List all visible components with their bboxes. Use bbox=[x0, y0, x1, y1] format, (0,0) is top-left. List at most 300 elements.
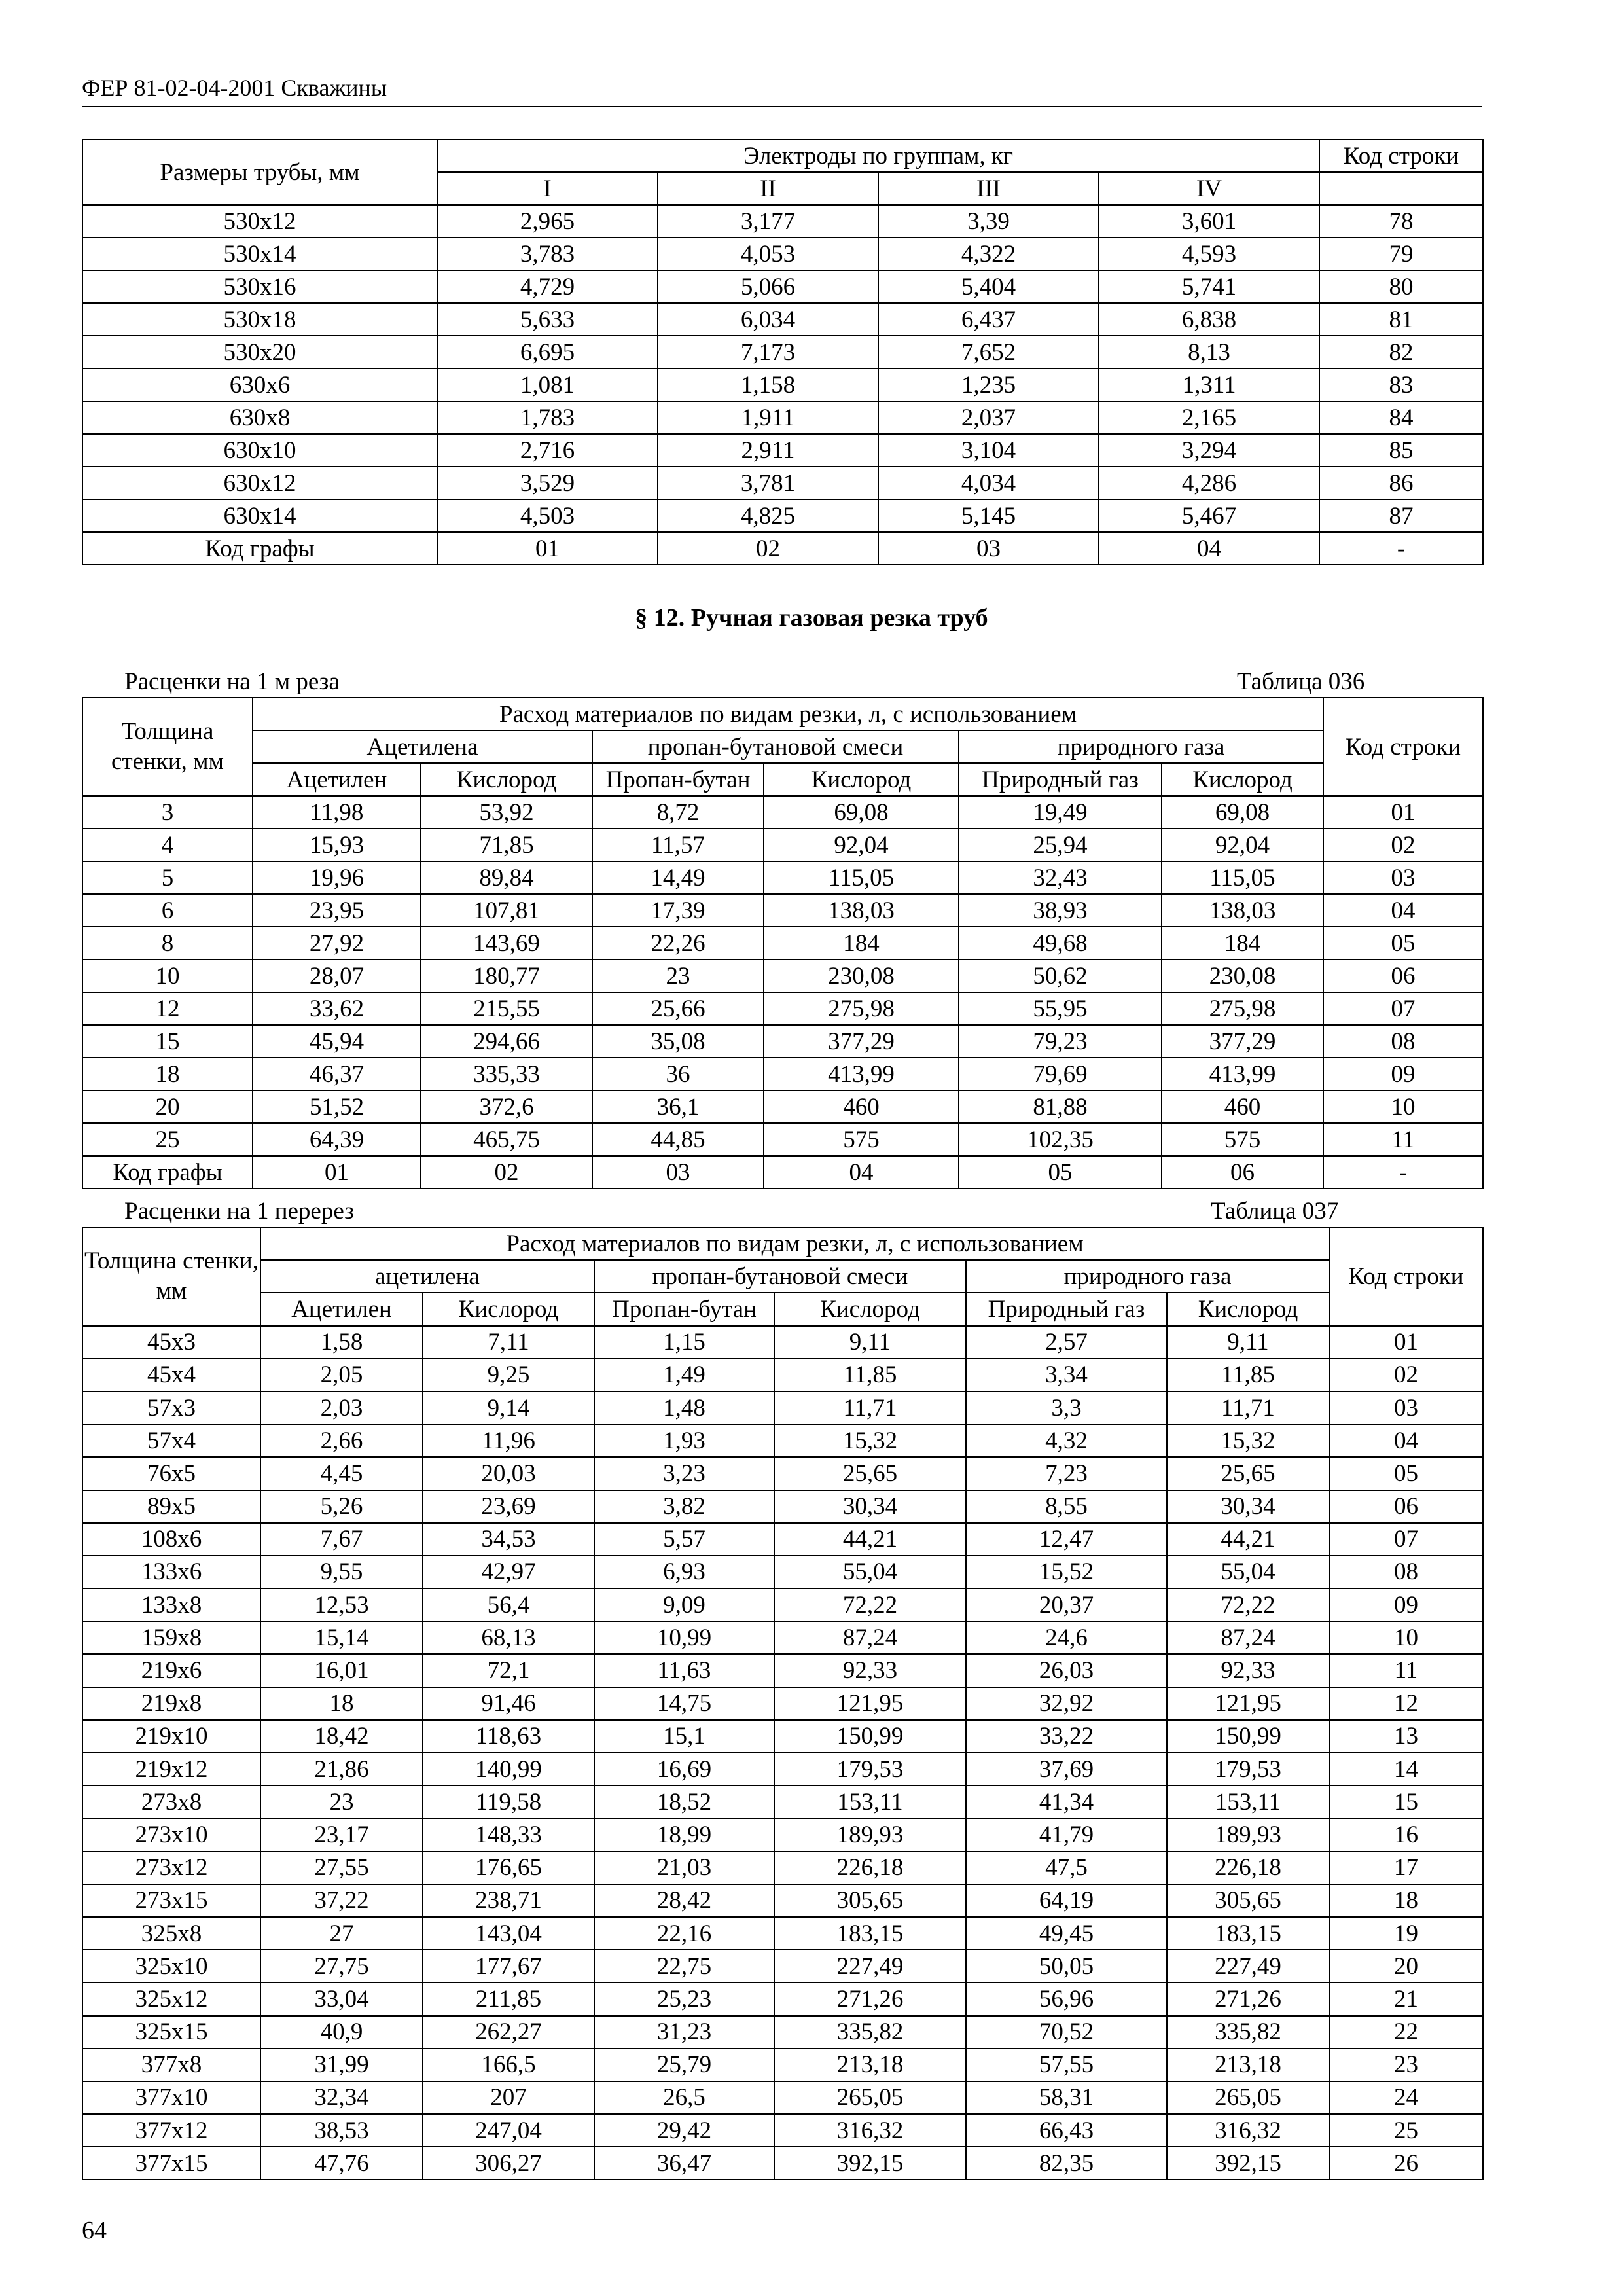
table-row bbox=[82, 368, 1483, 401]
table-cell: 12 bbox=[82, 992, 253, 1025]
table-cell: 33,62 bbox=[253, 992, 421, 1025]
table-cell: 10 bbox=[82, 960, 253, 992]
table-cell: 10 bbox=[1329, 1621, 1483, 1654]
table-cell: 22 bbox=[1329, 2016, 1483, 2049]
table-cell: 8,13 bbox=[1099, 336, 1319, 368]
group-header: Ацетилена bbox=[253, 730, 592, 763]
table-cell: 271,26 bbox=[774, 1982, 966, 2015]
table-row bbox=[82, 2016, 1483, 2049]
table-cell: 8,55 bbox=[966, 1490, 1167, 1523]
table-cell: 1,15 bbox=[594, 1326, 774, 1359]
table-row bbox=[82, 499, 1483, 532]
subcol-header: Кислород bbox=[774, 1293, 966, 1325]
table-cell: 177,67 bbox=[423, 1950, 594, 1982]
table-row bbox=[82, 434, 1483, 467]
table-cell: 12,53 bbox=[260, 1588, 423, 1621]
col-header-materials: Расход материалов по видам резки, л, с использованием bbox=[260, 1227, 1329, 1260]
table-cell: 23,95 bbox=[253, 894, 421, 927]
table-cell: 46,37 bbox=[253, 1058, 421, 1090]
table-cell: 22,16 bbox=[594, 1917, 774, 1950]
table-row bbox=[82, 1359, 1483, 1391]
table-number: Таблица 036 bbox=[1237, 668, 1365, 695]
table-cell: 31,23 bbox=[594, 2016, 774, 2049]
table-cell: 02 bbox=[1323, 829, 1483, 861]
table-cell: 15 bbox=[1329, 1785, 1483, 1818]
table-cell: 460 bbox=[1162, 1090, 1323, 1123]
table-row bbox=[82, 1654, 1483, 1687]
table-cell: 305,65 bbox=[1167, 1884, 1329, 1917]
table-cell: 27 bbox=[260, 1917, 423, 1950]
table-row bbox=[82, 960, 1483, 992]
table-cell: 82,35 bbox=[966, 2147, 1167, 2179]
table-cell: 38,93 bbox=[959, 894, 1162, 927]
table-cell: 18,99 bbox=[594, 1818, 774, 1851]
table-cell: 3 bbox=[82, 796, 253, 829]
table-cell: 335,82 bbox=[1167, 2016, 1329, 2049]
table-cell: 273x10 bbox=[82, 1818, 260, 1851]
table-cell: 15,52 bbox=[966, 1556, 1167, 1588]
subcol-header: Пропан-бутан bbox=[594, 1293, 774, 1325]
table-cell: 92,04 bbox=[1162, 829, 1323, 861]
table-cell: 153,11 bbox=[774, 1785, 966, 1818]
table-cell: 18,52 bbox=[594, 1785, 774, 1818]
table-cell: 21,03 bbox=[594, 1852, 774, 1884]
table-row bbox=[82, 796, 1483, 829]
table-cell: 5,741 bbox=[1099, 270, 1319, 303]
table-cell: 25,65 bbox=[1167, 1457, 1329, 1490]
table-cell: 5,57 bbox=[594, 1523, 774, 1556]
page-header: ФЕР 81-02-04-2001 Скважины bbox=[82, 73, 1482, 107]
table-cell: 6,838 bbox=[1099, 303, 1319, 336]
footer-cell: 03 bbox=[878, 532, 1099, 565]
table-cell: 26,5 bbox=[594, 2081, 774, 2114]
table-cell: 20 bbox=[82, 1090, 253, 1123]
table-row bbox=[82, 1490, 1483, 1523]
table-cell: 4,503 bbox=[437, 499, 658, 532]
table-cell: 87 bbox=[1319, 499, 1483, 532]
table-row bbox=[82, 894, 1483, 927]
table-cell: 2,037 bbox=[878, 401, 1099, 434]
table-cell: 8 bbox=[82, 927, 253, 960]
table-cell: 7,11 bbox=[423, 1326, 594, 1359]
table-cell: 226,18 bbox=[774, 1852, 966, 1884]
group-header: IV bbox=[1099, 172, 1319, 205]
footer-cell: Код графы bbox=[82, 532, 437, 565]
subcol-header: Кислород bbox=[1167, 1293, 1329, 1325]
footer-cell: 02 bbox=[421, 1156, 592, 1189]
table-cell: 377,29 bbox=[764, 1025, 959, 1058]
table-cell: 150,99 bbox=[1167, 1720, 1329, 1753]
table-cell: 275,98 bbox=[764, 992, 959, 1025]
table-cell: 40,9 bbox=[260, 2016, 423, 2049]
table-cell: 189,93 bbox=[774, 1818, 966, 1851]
table-cell: 44,21 bbox=[774, 1523, 966, 1556]
table-cell: 1,158 bbox=[658, 368, 878, 401]
table-cell: 21,86 bbox=[260, 1753, 423, 1785]
table-cell: 1,235 bbox=[878, 368, 1099, 401]
table-cell: 18 bbox=[1329, 1884, 1483, 1917]
table-cell: 19,96 bbox=[253, 861, 421, 894]
table-cell: 179,53 bbox=[1167, 1753, 1329, 1785]
table-caption: Расценки на 1 м реза bbox=[124, 668, 340, 695]
table-cell: 81 bbox=[1319, 303, 1483, 336]
table-cell: 55,04 bbox=[774, 1556, 966, 1588]
table-cell: 115,05 bbox=[764, 861, 959, 894]
table-cell: 64,19 bbox=[966, 1884, 1167, 1917]
table-caption: Расценки на 1 перерез bbox=[124, 1198, 354, 1225]
table-cell: 72,22 bbox=[1167, 1588, 1329, 1621]
table-cell: 55,95 bbox=[959, 992, 1162, 1025]
table-cell: 17,39 bbox=[592, 894, 764, 927]
table-cell: 1,48 bbox=[594, 1391, 774, 1424]
table-cell: 22,26 bbox=[592, 927, 764, 960]
footer-cell: 02 bbox=[658, 532, 878, 565]
table-cell: 227,49 bbox=[1167, 1950, 1329, 1982]
table-cell: 72,1 bbox=[423, 1654, 594, 1687]
table-cell: 213,18 bbox=[1167, 2049, 1329, 2081]
footer-cell: Код графы bbox=[82, 1156, 253, 1189]
table-cell: 219x8 bbox=[82, 1687, 260, 1720]
table-cell: 227,49 bbox=[774, 1950, 966, 1982]
table-cell: 28,07 bbox=[253, 960, 421, 992]
col-header-pipe-size: Размеры трубы, мм bbox=[82, 139, 437, 205]
table-cell: 140,99 bbox=[423, 1753, 594, 1785]
table-cell: 219x10 bbox=[82, 1720, 260, 1753]
subcol-header: Кислород bbox=[423, 1293, 594, 1325]
table-cell: 630x12 bbox=[82, 467, 437, 499]
table-cell: 2,05 bbox=[260, 1359, 423, 1391]
table-cell: 72,22 bbox=[774, 1588, 966, 1621]
table-cell: 273x12 bbox=[82, 1852, 260, 1884]
table-cell: 9,09 bbox=[594, 1588, 774, 1621]
table-cell: 25,23 bbox=[594, 1982, 774, 2015]
table-cell: 138,03 bbox=[1162, 894, 1323, 927]
table-cell: 16 bbox=[1329, 1818, 1483, 1851]
table-cell: 2,57 bbox=[966, 1326, 1167, 1359]
table-cell: 69,08 bbox=[764, 796, 959, 829]
table-cell: 143,69 bbox=[421, 927, 592, 960]
table-cell: 80 bbox=[1319, 270, 1483, 303]
table-cell: 12,47 bbox=[966, 1523, 1167, 1556]
table-cell: 4,32 bbox=[966, 1424, 1167, 1457]
table-cell: 306,27 bbox=[423, 2147, 594, 2179]
table-cell: 76x5 bbox=[82, 1457, 260, 1490]
table-cell: 32,34 bbox=[260, 2081, 423, 2114]
table-cell: 51,52 bbox=[253, 1090, 421, 1123]
table-cell: 1,93 bbox=[594, 1424, 774, 1457]
table-cell: 5,145 bbox=[878, 499, 1099, 532]
table-cell: 335,33 bbox=[421, 1058, 592, 1090]
table-cell: 36,47 bbox=[594, 2147, 774, 2179]
group-header: ацетилена bbox=[260, 1260, 594, 1293]
table-cell: 45x3 bbox=[82, 1326, 260, 1359]
table-cell: 15 bbox=[82, 1025, 253, 1058]
table-cell: 5,404 bbox=[878, 270, 1099, 303]
table-cell: 83 bbox=[1319, 368, 1483, 401]
table-footer-row bbox=[82, 532, 1483, 565]
table-row bbox=[82, 1917, 1483, 1950]
table-cell: 24 bbox=[1329, 2081, 1483, 2114]
table-cell: 238,71 bbox=[423, 1884, 594, 1917]
table-cell: 5,633 bbox=[437, 303, 658, 336]
table-cell: 159x8 bbox=[82, 1621, 260, 1654]
table-cell: 26,03 bbox=[966, 1654, 1167, 1687]
table-cell: 5 bbox=[82, 861, 253, 894]
table-cell: 4,593 bbox=[1099, 238, 1319, 270]
table-cell: 262,27 bbox=[423, 2016, 594, 2049]
table-row bbox=[82, 1818, 1483, 1851]
table-cell: 25,94 bbox=[959, 829, 1162, 861]
table-cell: 11,63 bbox=[594, 1654, 774, 1687]
table-cell: 37,69 bbox=[966, 1753, 1167, 1785]
subcol-header: Природный газ bbox=[966, 1293, 1167, 1325]
col-header-materials: Расход материалов по видам резки, л, с использованием bbox=[253, 698, 1323, 730]
table-cell: 325x15 bbox=[82, 2016, 260, 2049]
table-cell: 29,42 bbox=[594, 2114, 774, 2147]
table-cell: 275,98 bbox=[1162, 992, 1323, 1025]
table-cell: 71,85 bbox=[421, 829, 592, 861]
table-cell: 335,82 bbox=[774, 2016, 966, 2049]
table-row bbox=[82, 303, 1483, 336]
table-cell: 27,92 bbox=[253, 927, 421, 960]
table-cell: 11,96 bbox=[423, 1424, 594, 1457]
table-row bbox=[82, 1424, 1483, 1457]
table-cell: 5,467 bbox=[1099, 499, 1319, 532]
table-cell: 50,62 bbox=[959, 960, 1162, 992]
table-cell: 2,03 bbox=[260, 1391, 423, 1424]
table-cell: 6 bbox=[82, 894, 253, 927]
table-cell: 377x12 bbox=[82, 2114, 260, 2147]
table-cell: 3,529 bbox=[437, 467, 658, 499]
table-cell: 184 bbox=[1162, 927, 1323, 960]
table-cell: 11,85 bbox=[774, 1359, 966, 1391]
table-cell: 30,34 bbox=[774, 1490, 966, 1523]
table-row bbox=[82, 401, 1483, 434]
group-header: природного газа bbox=[959, 730, 1323, 763]
table-cell: 11,57 bbox=[592, 829, 764, 861]
table-row bbox=[82, 1556, 1483, 1588]
table-cell: 3,601 bbox=[1099, 205, 1319, 238]
table-cell: 102,35 bbox=[959, 1123, 1162, 1156]
table-cell: 01 bbox=[1323, 796, 1483, 829]
table-cell: 1,49 bbox=[594, 1359, 774, 1391]
table-cell: 57x4 bbox=[82, 1424, 260, 1457]
table-cell: 44,85 bbox=[592, 1123, 764, 1156]
table-cell: 09 bbox=[1323, 1058, 1483, 1090]
subcol-header: Природный газ bbox=[959, 763, 1162, 796]
table-cell: 183,15 bbox=[1167, 1917, 1329, 1950]
table-cell: 247,04 bbox=[423, 2114, 594, 2147]
table-cell: 64,39 bbox=[253, 1123, 421, 1156]
table-row bbox=[82, 1950, 1483, 1982]
subcol-header: Пропан-бутан bbox=[592, 763, 764, 796]
table-cell: 138,03 bbox=[764, 894, 959, 927]
table-cell: 33,22 bbox=[966, 1720, 1167, 1753]
table-cell: 14 bbox=[1329, 1753, 1483, 1785]
table-row bbox=[82, 1621, 1483, 1654]
table-cell: 9,11 bbox=[774, 1326, 966, 1359]
table-cell: 15,93 bbox=[253, 829, 421, 861]
table-cell: 27,55 bbox=[260, 1852, 423, 1884]
table-row bbox=[82, 927, 1483, 960]
table-row bbox=[82, 238, 1483, 270]
table-cell: 2,965 bbox=[437, 205, 658, 238]
table-cell: 3,34 bbox=[966, 1359, 1167, 1391]
table-cell: 56,96 bbox=[966, 1982, 1167, 2015]
table-cell: 6,034 bbox=[658, 303, 878, 336]
table-cell: 92,33 bbox=[774, 1654, 966, 1687]
table-cell: 3,294 bbox=[1099, 434, 1319, 467]
table-cell: 3,783 bbox=[437, 238, 658, 270]
table-cell: 413,99 bbox=[1162, 1058, 1323, 1090]
table-cell: 1,911 bbox=[658, 401, 878, 434]
table-cell: 36,1 bbox=[592, 1090, 764, 1123]
table-row bbox=[82, 829, 1483, 861]
table-cell: 325x8 bbox=[82, 1917, 260, 1950]
table-cell: 3,82 bbox=[594, 1490, 774, 1523]
group-header: III bbox=[878, 172, 1099, 205]
subcol-header: Ацетилен bbox=[253, 763, 421, 796]
table-cell: 11,71 bbox=[774, 1391, 966, 1424]
table-cell: 87,24 bbox=[774, 1621, 966, 1654]
table-cell: 28,42 bbox=[594, 1884, 774, 1917]
table-cell: 9,14 bbox=[423, 1391, 594, 1424]
table-cell: 316,32 bbox=[774, 2114, 966, 2147]
table-cell: 4 bbox=[82, 829, 253, 861]
table-cell: 372,6 bbox=[421, 1090, 592, 1123]
table-cell: 47,5 bbox=[966, 1852, 1167, 1884]
table-cell: 7,23 bbox=[966, 1457, 1167, 1490]
table-cell: 79,23 bbox=[959, 1025, 1162, 1058]
table-cell: 8,72 bbox=[592, 796, 764, 829]
table-cell: 03 bbox=[1323, 861, 1483, 894]
table-cell: 575 bbox=[1162, 1123, 1323, 1156]
table-cell: 05 bbox=[1323, 927, 1483, 960]
table-row bbox=[82, 1391, 1483, 1424]
table-cell: 377x8 bbox=[82, 2049, 260, 2081]
table-cell: 09 bbox=[1329, 1588, 1483, 1621]
table-cell: 49,68 bbox=[959, 927, 1162, 960]
table-cell: 70,52 bbox=[966, 2016, 1167, 2049]
table-cell: 226,18 bbox=[1167, 1852, 1329, 1884]
table-cell: 6,93 bbox=[594, 1556, 774, 1588]
table-cell: 11,71 bbox=[1167, 1391, 1329, 1424]
table-cell: 92,04 bbox=[764, 829, 959, 861]
table-cell: 23,17 bbox=[260, 1818, 423, 1851]
table-cell: 21 bbox=[1329, 1982, 1483, 2015]
table-cell: 15,1 bbox=[594, 1720, 774, 1753]
table-cell: 377x15 bbox=[82, 2147, 260, 2179]
table-row bbox=[82, 1982, 1483, 2015]
table-cell: 6,695 bbox=[437, 336, 658, 368]
table-cell: 273x15 bbox=[82, 1884, 260, 1917]
table-cell: 20,03 bbox=[423, 1457, 594, 1490]
table-cell: 81,88 bbox=[959, 1090, 1162, 1123]
table-cell: 392,15 bbox=[1167, 2147, 1329, 2179]
table-cell: 5,26 bbox=[260, 1490, 423, 1523]
table-cell: 143,04 bbox=[423, 1917, 594, 1950]
table-cell: 05 bbox=[1329, 1457, 1483, 1490]
table-row bbox=[82, 1058, 1483, 1090]
table-cell: 18,42 bbox=[260, 1720, 423, 1753]
table-cell: 38,53 bbox=[260, 2114, 423, 2147]
table-cell: 219x12 bbox=[82, 1753, 260, 1785]
table-cell: 166,5 bbox=[423, 2049, 594, 2081]
table-cell: 265,05 bbox=[774, 2081, 966, 2114]
table-cell: 08 bbox=[1323, 1025, 1483, 1058]
table-cell: 22,75 bbox=[594, 1950, 774, 1982]
table-cell: 18 bbox=[260, 1687, 423, 1720]
subcol-header: Кислород bbox=[421, 763, 592, 796]
table-cell: 7,173 bbox=[658, 336, 878, 368]
table-cell: 1,081 bbox=[437, 368, 658, 401]
table-cell: 392,15 bbox=[774, 2147, 966, 2179]
table-cell: 41,79 bbox=[966, 1818, 1167, 1851]
table-cell: 530x20 bbox=[82, 336, 437, 368]
cut-per-meter-table bbox=[82, 697, 1484, 1189]
table-cell: 47,76 bbox=[260, 2147, 423, 2179]
table-cell: 4,45 bbox=[260, 1457, 423, 1490]
table-cell: 36 bbox=[592, 1058, 764, 1090]
table-cell: 69,08 bbox=[1162, 796, 1323, 829]
footer-cell: 04 bbox=[764, 1156, 959, 1189]
table-cell: 32,92 bbox=[966, 1687, 1167, 1720]
table-row bbox=[82, 1090, 1483, 1123]
table-cell: 86 bbox=[1319, 467, 1483, 499]
subcol-header: Кислород bbox=[764, 763, 959, 796]
table-cell: 273x8 bbox=[82, 1785, 260, 1818]
table-cell: 26 bbox=[1329, 2147, 1483, 2179]
table-cell: 316,32 bbox=[1167, 2114, 1329, 2147]
table-row bbox=[82, 1687, 1483, 1720]
table-cell: 413,99 bbox=[764, 1058, 959, 1090]
table-cell: 01 bbox=[1329, 1326, 1483, 1359]
table-cell: 23 bbox=[1329, 2049, 1483, 2081]
table-cell: 189,93 bbox=[1167, 1818, 1329, 1851]
table-cell: 179,53 bbox=[774, 1753, 966, 1785]
table-row bbox=[82, 2049, 1483, 2081]
col-header-row-code: Код строки bbox=[1323, 698, 1483, 796]
table-cell: 44,21 bbox=[1167, 1523, 1329, 1556]
table-cell: 25,65 bbox=[774, 1457, 966, 1490]
table-cell: 02 bbox=[1329, 1359, 1483, 1391]
table-cell: 184 bbox=[764, 927, 959, 960]
table-cell: 180,77 bbox=[421, 960, 592, 992]
subcol-header: Кислород bbox=[1162, 763, 1323, 796]
table-cell: 15,32 bbox=[774, 1424, 966, 1457]
table-cell: 3,177 bbox=[658, 205, 878, 238]
footer-cell: 04 bbox=[1099, 532, 1319, 565]
table-cell: 41,34 bbox=[966, 1785, 1167, 1818]
table-row bbox=[82, 1588, 1483, 1621]
table-row bbox=[82, 1025, 1483, 1058]
table-cell: 4,825 bbox=[658, 499, 878, 532]
table-row bbox=[82, 270, 1483, 303]
table-cell: 30,34 bbox=[1167, 1490, 1329, 1523]
electrodes-table bbox=[82, 139, 1484, 565]
col-header-row-code: Код строки bbox=[1319, 139, 1483, 172]
table-cell: 460 bbox=[764, 1090, 959, 1123]
table-row bbox=[82, 992, 1483, 1025]
table-cell: 1,58 bbox=[260, 1326, 423, 1359]
table-cell: 18 bbox=[82, 1058, 253, 1090]
footer-cell: 05 bbox=[959, 1156, 1162, 1189]
table-cell: 17 bbox=[1329, 1852, 1483, 1884]
table-cell: 465,75 bbox=[421, 1123, 592, 1156]
table-cell: 03 bbox=[1329, 1391, 1483, 1424]
table-cell: 2,66 bbox=[260, 1424, 423, 1457]
table-cell: 15,32 bbox=[1167, 1424, 1329, 1457]
